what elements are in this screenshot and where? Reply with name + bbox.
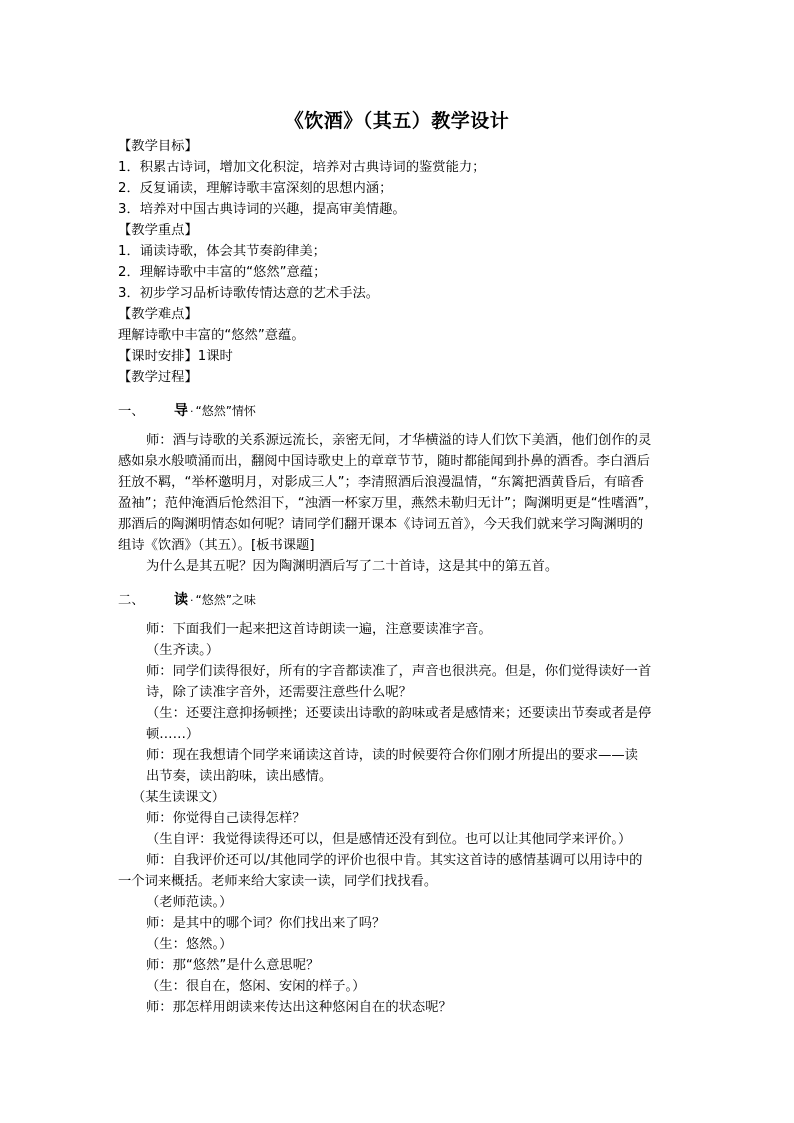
dialogue-line: （老师范读。） [146,895,233,910]
dialogue-line: 诗，除了读准字音外，还需要注意些什么呢？ [146,685,412,700]
dialogue-line: 师：那怎样用朗读来传达出这种悠闲自在的状态呢？ [146,1000,452,1015]
goals-header: 【教学目标】 [118,139,198,154]
goal-item: 3．培养对中国古典诗词的兴趣，提高审美情趣。 [118,202,406,217]
section-number: 一、 [118,404,145,419]
section-heading-2 [118,590,256,611]
dialogue-line: （某生读课文） [132,790,226,805]
paragraph-line: 师：酒与诗歌的关系源远流长，亲密无间，才华横溢的诗人们饮下美酒，他们创作的灵 [146,433,652,448]
key-point-item: 1．诵读诗歌，体会其节奏韵律美； [118,244,326,259]
paragraph-line: 组诗《饮酒》（其五）。[板书课题] [118,538,315,553]
schedule-text: 【课时安排】1课时 [118,349,233,364]
key-point-item: 3．初步学习品析诗歌传情达意的艺术手法。 [118,286,380,301]
dialogue-line: 一个词来概括。老师来给大家读一读，同学们找找看。 [118,874,438,889]
section-heading-1 [118,401,256,422]
dialogue-line: （生齐读。） [146,643,220,658]
dialogue-line: 师：是其中的哪个词？你们找出来了吗？ [146,916,386,931]
process-header: 【教学过程】 [118,370,198,385]
dialogue-line: （生自评：我觉得读得还可以，但是感情还没有到位。也可以让其他同学来评价。） [146,832,632,847]
document-title: 《饮酒》（其五）教学设计 [284,110,510,132]
paragraph-line: 为什么是其五呢？因为陶渊明酒后写了二十首诗，这是其中的第五首。 [146,559,559,574]
paragraph-line: 盈袖”；范仲淹酒后怆然泪下，“浊酒一杯家万里，燕然未勒归无计”；陶渊明更是“性嗜酒”， [118,496,658,511]
section-dot: · [190,594,194,607]
difficulty-header: 【教学难点】 [118,307,198,322]
dialogue-line: （生：悠然。） [146,937,233,952]
section-subtitle: “悠然”之味 [195,593,256,607]
section-number: 二、 [118,593,145,608]
key-header: 【教学重点】 [118,223,198,238]
dialogue-line: 师：下面我们一起来把这首诗朗读一遍，注意要读准字音。 [146,622,492,637]
paragraph-line: 感如泉水般喷涌而出，翻阅中国诗歌史上的章章节节，随时都能闻到扑鼻的酒香。李白酒后 [118,454,650,469]
section-keyword: 导 [174,403,188,419]
section-dot: · [190,405,194,418]
dialogue-line: （生：很自在，悠闲、安闲的样子。） [146,979,366,994]
section-subtitle: “悠然”情怀 [195,404,256,418]
key-point-item: 2．理解诗歌中丰富的“悠然”意蕴； [118,265,327,280]
dialogue-line: 出节奏，读出韵味，读出感情。 [146,769,333,784]
goal-item: 2．反复诵读，理解诗歌丰富深刻的思想内涵； [118,181,393,196]
goal-item: 1．积累古诗词，增加文化积淀，培养对古典诗词的鉴赏能力； [118,160,486,175]
dialogue-line: 师：自我评价还可以/其他同学的评价也很中肯。其实这首诗的感情基调可以用诗中的 [146,853,643,868]
paragraph-line: 狂放不羁，“举杯邀明月，对影成三人”；李清照酒后浪漫温情，“东篱把酒黄昏后，有暗香 [118,475,644,490]
dialogue-line: （生：还要注意抑扬顿挫；还要读出诗歌的韵味或者是感情来；还要读出节奏或者是停 [146,706,652,721]
dialogue-line: 师：现在我想请个同学来诵读这首诗，读的时候要符合你们刚才所提出的要求——读 [146,748,638,763]
dialogue-line: 顿……） [146,727,200,742]
dialogue-line: 师：那“悠然”是什么意思呢？ [146,958,320,973]
paragraph-line: 那酒后的陶渊明情态如何呢？请同学们翻开课本《诗词五首》，今天我们就来学习陶渊明的 [118,517,644,532]
section-keyword: 读 [174,592,188,608]
dialogue-line: 师：你觉得自己读得怎样？ [146,811,306,826]
difficulty-text: 理解诗歌中丰富的“悠然”意蕴。 [118,328,305,343]
dialogue-line: 师：同学们读得很好，所有的字音都读准了，声音也很洪亮。但是，你们觉得读好一首 [146,664,652,679]
